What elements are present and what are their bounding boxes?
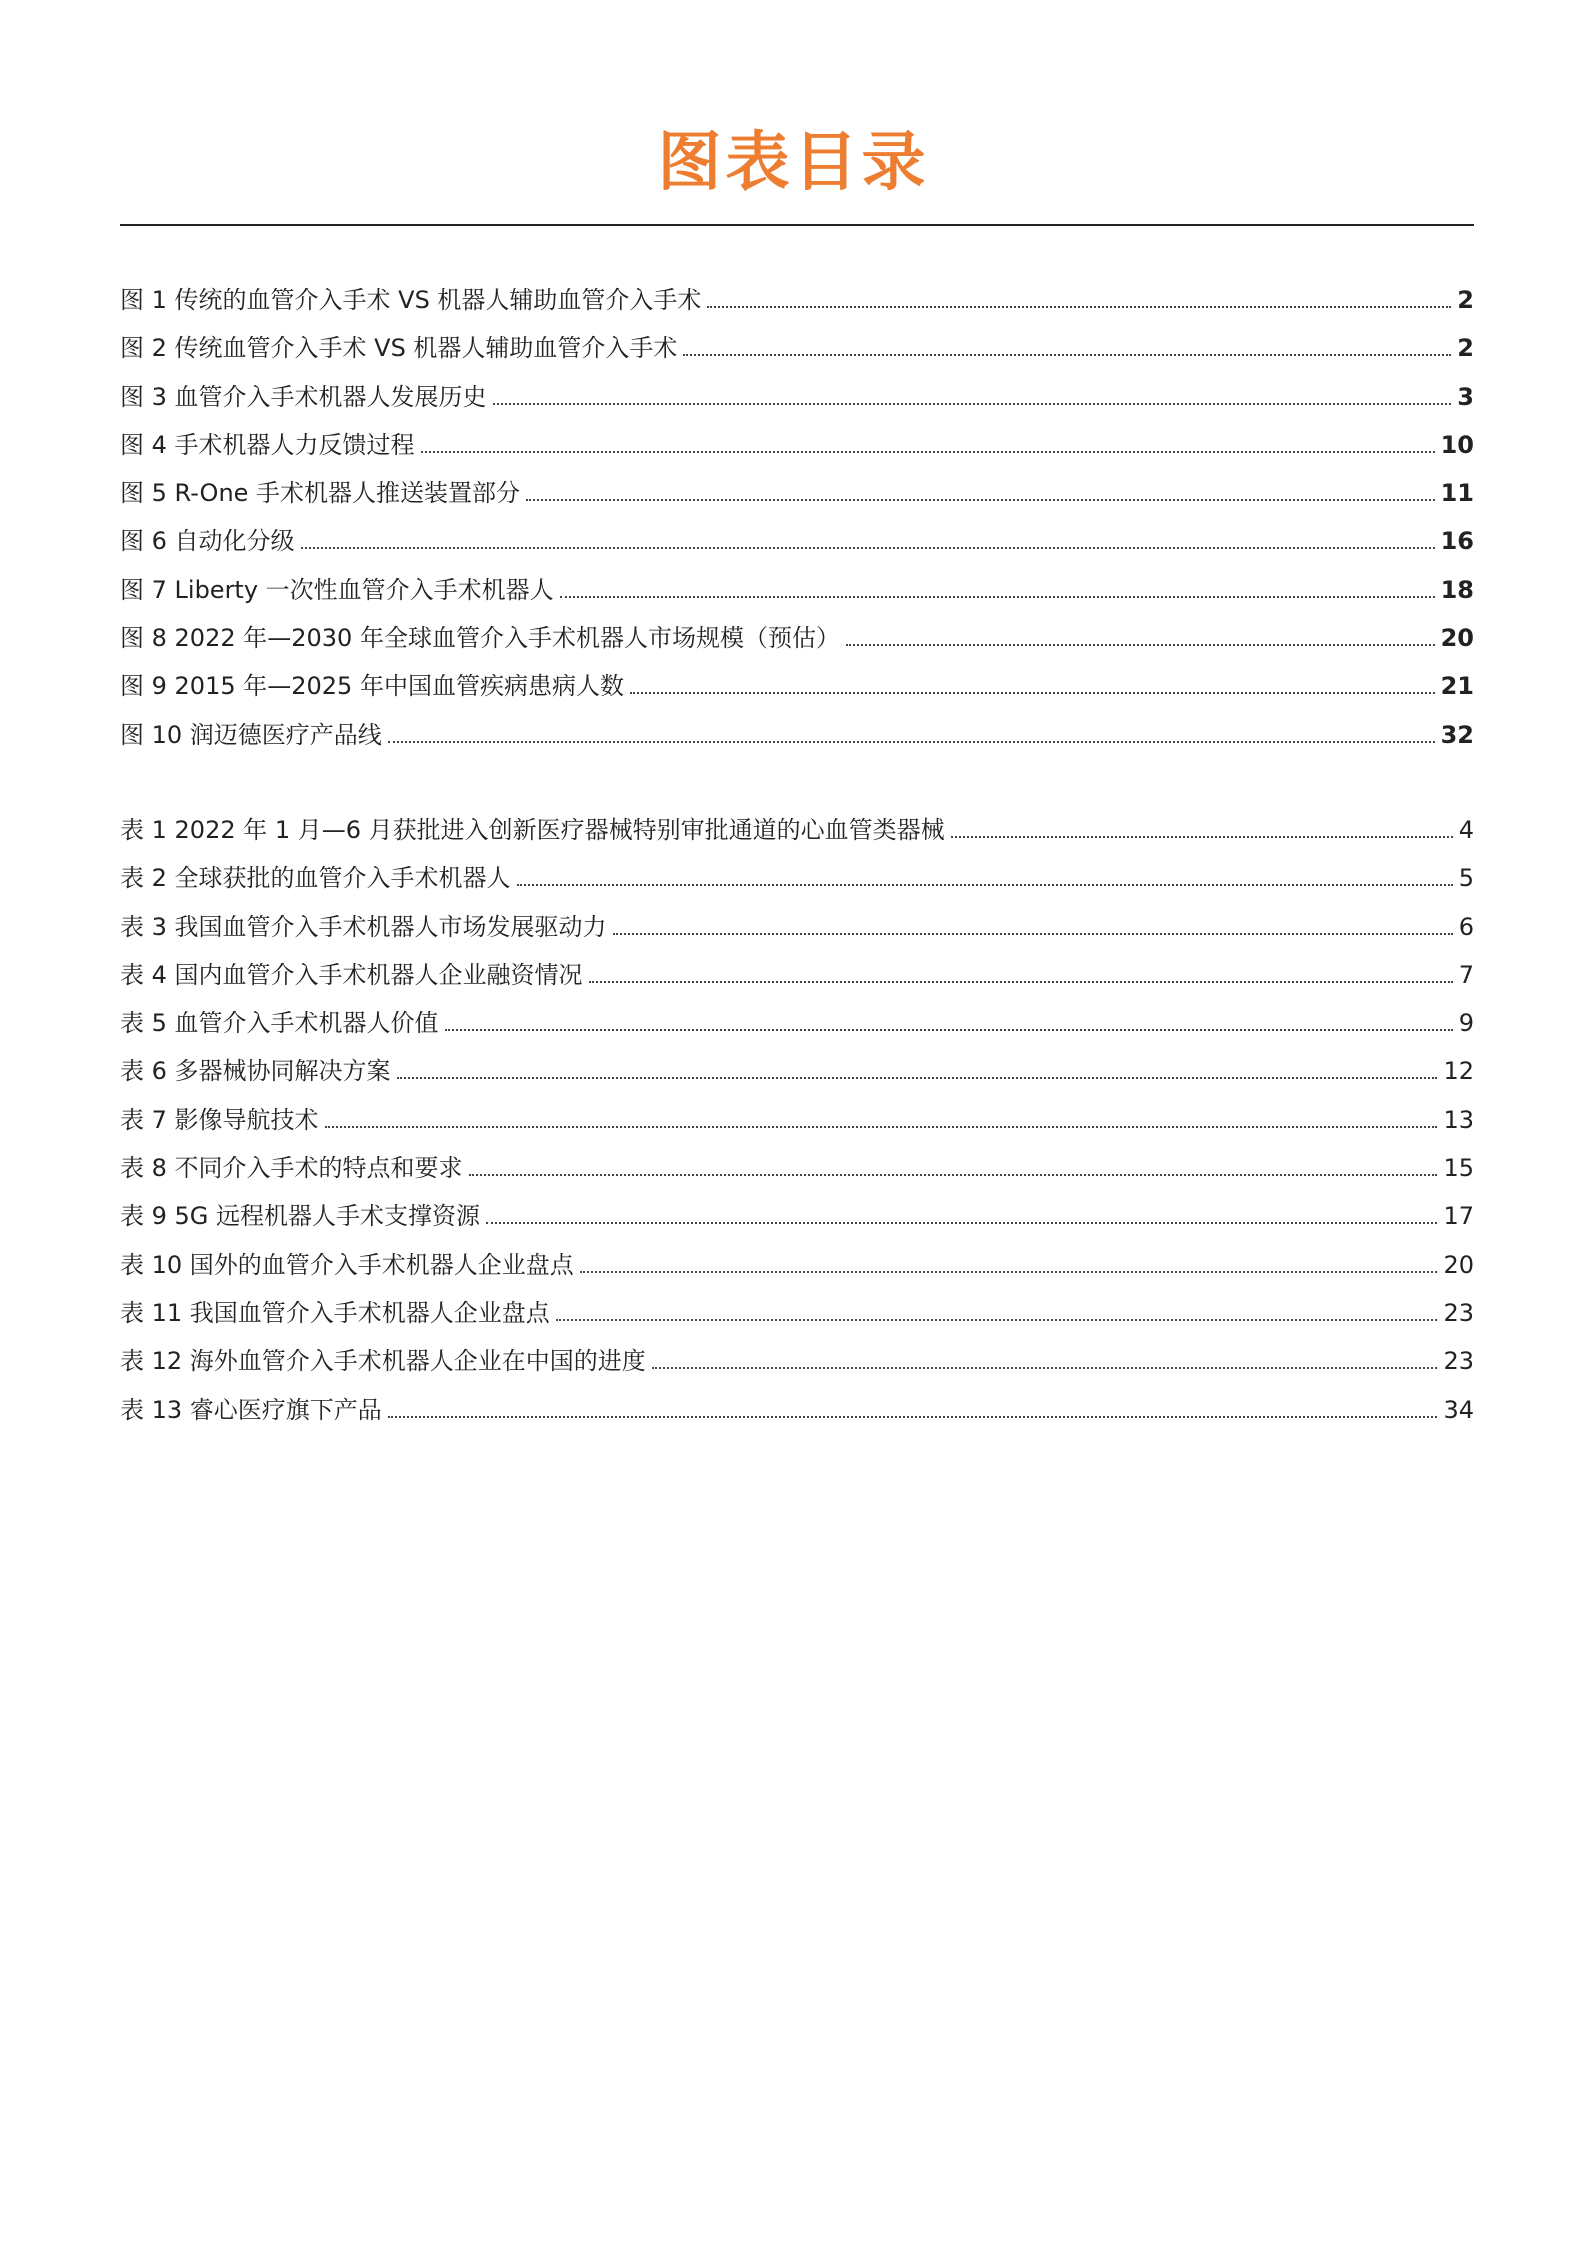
table-entry-page-number: 5 xyxy=(1458,864,1474,893)
dot-leader xyxy=(846,644,1435,646)
table-entry-page-number: 12 xyxy=(1443,1057,1474,1086)
dot-leader xyxy=(707,306,1451,308)
dot-leader xyxy=(445,1029,1453,1031)
table-entry-label: 表 3 我国血管介入手术机器人市场发展驱动力 xyxy=(120,912,607,941)
dot-leader xyxy=(397,1077,1438,1079)
dot-leader xyxy=(951,836,1453,838)
table-entry-label: 表 4 国内血管介入手术机器人企业融资情况 xyxy=(120,960,583,989)
figure-entry-page-number: 16 xyxy=(1440,527,1474,556)
table-entry-label: 表 12 海外血管介入手术机器人企业在中国的进度 xyxy=(120,1347,646,1376)
dot-leader xyxy=(486,1222,1437,1224)
table-entry-page-number: 17 xyxy=(1443,1202,1474,1231)
figure-entry-page-number: 10 xyxy=(1440,430,1474,459)
figure-entry[interactable] xyxy=(120,324,1474,372)
figure-entry-page-number: 32 xyxy=(1440,720,1474,749)
figure-entry-label: 图 5 R-One 手术机器人推送装置部分 xyxy=(120,479,521,508)
dot-leader xyxy=(388,741,1435,743)
dot-leader xyxy=(556,1319,1438,1321)
table-entry[interactable] xyxy=(120,1144,1474,1192)
table-entry[interactable] xyxy=(120,951,1474,999)
table-entry[interactable] xyxy=(120,1192,1474,1240)
figure-entry[interactable] xyxy=(120,711,1474,759)
table-entry[interactable] xyxy=(120,1047,1474,1095)
table-entry[interactable] xyxy=(120,999,1474,1047)
dot-leader xyxy=(301,547,1435,549)
figure-list xyxy=(120,276,1474,759)
figure-entry-page-number: 21 xyxy=(1440,672,1474,701)
figure-entry[interactable] xyxy=(120,276,1474,324)
table-entry[interactable] xyxy=(120,1289,1474,1337)
figure-entry[interactable] xyxy=(120,373,1474,421)
table-entry-page-number: 23 xyxy=(1443,1347,1474,1376)
dot-leader xyxy=(589,981,1453,983)
figure-entry-label: 图 8 2022 年—2030 年全球血管介入手术机器人市场规模（预估） xyxy=(120,624,840,653)
table-entry-page-number: 7 xyxy=(1458,960,1474,989)
figure-entry-label: 图 7 Liberty 一次性血管介入手术机器人 xyxy=(120,575,554,604)
table-entry[interactable] xyxy=(120,806,1474,854)
dot-leader xyxy=(388,1416,1438,1418)
figure-entry-page-number: 11 xyxy=(1440,479,1474,508)
dot-leader xyxy=(421,451,1435,453)
dot-leader xyxy=(580,1271,1438,1273)
figure-entry-page-number: 18 xyxy=(1440,575,1474,604)
figure-entry-page-number: 3 xyxy=(1457,382,1474,411)
figure-entry-label: 图 10 润迈德医疗产品线 xyxy=(120,720,382,749)
figure-entry-page-number: 2 xyxy=(1457,334,1474,363)
dot-leader xyxy=(517,884,1453,886)
table-entry-label: 表 2 全球获批的血管介入手术机器人 xyxy=(120,864,511,893)
table-entry-page-number: 23 xyxy=(1443,1298,1474,1327)
figure-entry[interactable] xyxy=(120,614,1474,662)
figure-entry-label: 图 2 传统血管介入手术 VS 机器人辅助血管介入手术 xyxy=(120,334,678,363)
title-divider xyxy=(120,224,1474,226)
dot-leader xyxy=(493,403,1452,405)
table-entry-label: 表 11 我国血管介入手术机器人企业盘点 xyxy=(120,1298,550,1327)
dot-leader xyxy=(683,354,1451,356)
figure-entry[interactable] xyxy=(120,566,1474,614)
figure-entry-page-number: 2 xyxy=(1457,286,1474,314)
table-entry[interactable] xyxy=(120,1337,1474,1385)
table-entry[interactable] xyxy=(120,1241,1474,1289)
figure-entry-label: 图 6 自动化分级 xyxy=(120,527,295,556)
figure-entry[interactable] xyxy=(120,517,1474,565)
table-entry[interactable] xyxy=(120,1096,1474,1144)
figure-entry[interactable] xyxy=(120,469,1474,517)
figure-entry-label: 图 4 手术机器人力反馈过程 xyxy=(120,430,415,459)
table-entry-page-number: 20 xyxy=(1443,1250,1474,1279)
dot-leader xyxy=(325,1126,1438,1128)
figure-entry[interactable] xyxy=(120,662,1474,710)
figure-entry-label: 图 3 血管介入手术机器人发展历史 xyxy=(120,382,487,411)
table-entry[interactable] xyxy=(120,1386,1474,1434)
figure-entry-label: 图 1 传统的血管介入手术 VS 机器人辅助血管介入手术 xyxy=(120,286,702,314)
table-entry-page-number: 9 xyxy=(1458,1009,1474,1038)
table-entry[interactable] xyxy=(120,903,1474,951)
dot-leader xyxy=(526,499,1435,501)
dot-leader xyxy=(652,1367,1438,1369)
page-title: 图表目录 xyxy=(657,126,930,200)
table-entry-label: 表 1 2022 年 1 月—6 月获批进入创新医疗器械特别审批通道的心血管类器械 xyxy=(120,816,945,844)
table-entry-page-number: 13 xyxy=(1443,1105,1474,1134)
table-entry-page-number: 15 xyxy=(1443,1154,1474,1183)
table-entry-page-number: 34 xyxy=(1443,1395,1474,1424)
dot-leader xyxy=(469,1174,1438,1176)
table-entry-label: 表 5 血管介入手术机器人价值 xyxy=(120,1009,439,1038)
table-entry-label: 表 8 不同介入手术的特点和要求 xyxy=(120,1154,463,1183)
figure-entry-label: 图 9 2015 年—2025 年中国血管疾病患病人数 xyxy=(120,672,624,701)
table-entry-label: 表 10 国外的血管介入手术机器人企业盘点 xyxy=(120,1250,574,1279)
dot-leader xyxy=(560,596,1435,598)
table-entry-label: 表 6 多器械协同解决方案 xyxy=(120,1057,391,1086)
figure-entry[interactable] xyxy=(120,421,1474,469)
figure-entry-page-number: 20 xyxy=(1440,624,1474,653)
table-entry-label: 表 7 影像导航技术 xyxy=(120,1105,319,1134)
table-entry-page-number: 6 xyxy=(1458,912,1474,941)
dot-leader xyxy=(630,692,1435,694)
table-entry-page-number: 4 xyxy=(1458,816,1474,844)
table-entry[interactable] xyxy=(120,854,1474,902)
dot-leader xyxy=(613,933,1453,935)
table-entry-label: 表 9 5G 远程机器人手术支撑资源 xyxy=(120,1202,481,1231)
table-entry-label: 表 13 睿心医疗旗下产品 xyxy=(120,1395,382,1424)
table-list xyxy=(120,806,1474,1434)
